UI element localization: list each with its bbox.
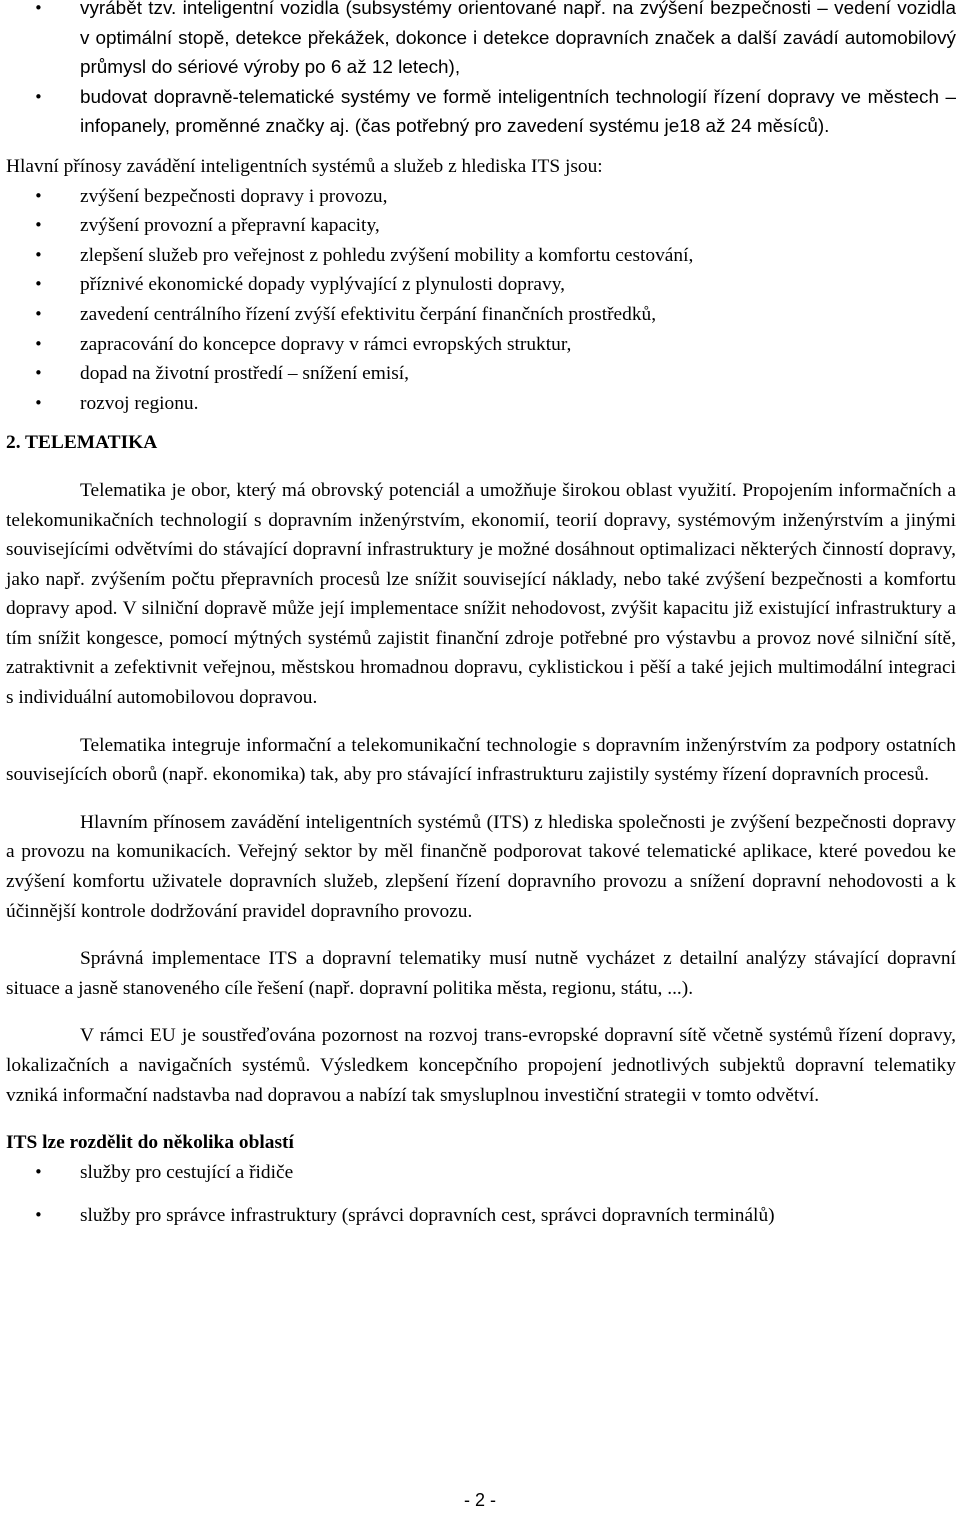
paragraph-implementation: Správná implementace ITS a dopravní telematiky musí nutně vycházet z detailní analýzy stávající dopravní situace a jasně stanoveného cíle řešení (např. dopravní politika města, regionu, státu, ...). [6,948,956,999]
list-item: • dopad na životní prostředí – snížení emisí, [6,359,956,389]
paragraph-telematika-intro: Telematika je obor, který má obrovský potenciál a umožňuje širokou oblast využití. Propojením informačních a telekomunikačních technologií s dopravním inženýrstvím, ekonomií, teorií dopravy, systémovým inženýrstvím a jinými souvisejícími odvětvími do stávající dopravní infrastruktury je možné dosáhnout optimalizaci některých činností dopravy, jako např. zvýšením počtu přepravních procesů lze snížit související náklady, nebo také zvýšení bezpečnosti a komfortu dopravy apod. V silniční dopravě může její implementace snížit nehodovost, zvýšit kapacitu již existující infrastruktury a tím snížit kongesce, pomocí mýtných systémů zajistit finanční zdroje potřebné pro výstavbu a provoz nové silniční sítě, zatraktivnit a zefektivnit veřejnou, městskou hromadnou dopravu, cyklistickou i pěší a také jejich multimodální integraci s individuální automobilovou dopravou. [6,479,956,709]
list-item: • zlepšení služeb pro veřejnost z pohledu zvýšení mobility a komfortu cestování, [6,241,956,271]
page-number: - 2 - [463,1490,496,1510]
areas-heading: ITS lze rozdělit do několika oblastí [6,1132,294,1154]
list-item: • rozvoj regionu. [6,389,956,419]
list-item: • příznivé ekonomické dopady vyplývající z plynulosti dopravy, [6,270,956,300]
benefits-list [6,182,956,419]
list-item: • zapracování do koncepce dopravy v rámci evropských struktur, [6,330,956,360]
list-item: • budovat dopravně-telematické systémy ve formě inteligentních technologií řízení dopravy ve městech – infopanely, proměnné značky aj. (čas potřebný pro zavedení systému je18 až 24 měsíců). [6,83,956,142]
areas-list [6,1158,956,1231]
paragraph-eu: V rámci EU je soustřeďována pozornost na rozvoj trans-evropské dopravní sítě včetně systémů řízení dopravy, lokalizačních a navigačních systémů. Výsledkem koncepčního propojení jednotlivých subjektů dopravní telematiky vzniká informační nadstavba nad dopravou a nabízí tak smysluplnou investiční strategii v tomto odvětví. [6,1025,956,1106]
paragraph-its-benefit: Hlavním přínosem zavádění inteligentních systémů (ITS) z hlediska společnosti je zvýšení bezpečnosti dopravy a provozu na komunikacích. Veřejný sektor by měl finančně podporovat takové telematické aplikace, které povedou ke zvýšení komfortu uživatele dopravních služeb, zlepšení řízení dopravního provozu a snížení dopravní nehodovosti a k účinnější kontrole dodržování pravidel dopravního provozu. [6,811,956,922]
list-item: • zvýšení bezpečnosti dopravy i provozu, [6,182,956,212]
benefits-intro: Hlavní přínosy zavádění inteligentních systémů a služeb z hlediska ITS jsou: [6,155,603,177]
list-item: • služby pro cestující a řidiče [6,1158,956,1188]
top-bullet-list [6,0,956,142]
list-item: • zvýšení provozní a přepravní kapacity, [6,211,956,241]
section-heading: 2. TELEMATIKA [6,432,158,454]
document-page [6,0,956,1231]
list-item: • vyrábět tzv. inteligentní vozidla (subsystémy orientované např. na zvýšení bezpečnosti – vedení vozidla v optimální stopě, detekce překážek, dokonce i detekce dopravních značek a další zavádí automobilový průmysl do sériové výroby po 6 až 12 letech), [6,0,956,83]
list-item: • zavedení centrálního řízení zvýší efektivitu čerpání finančních prostředků, [6,300,956,330]
list-item: • služby pro správce infrastruktury (správci dopravních cest, správci dopravních terminálů) [6,1201,956,1231]
paragraph-telematika-integration: Telematika integruje informační a telekomunikační technologie s dopravním inženýrstvím za podpory ostatních souvisejících oborů (např. ekonomika) tak, aby pro stávající infrastrukturu zajistily systémy řízení dopravních procesů. [6,734,956,786]
